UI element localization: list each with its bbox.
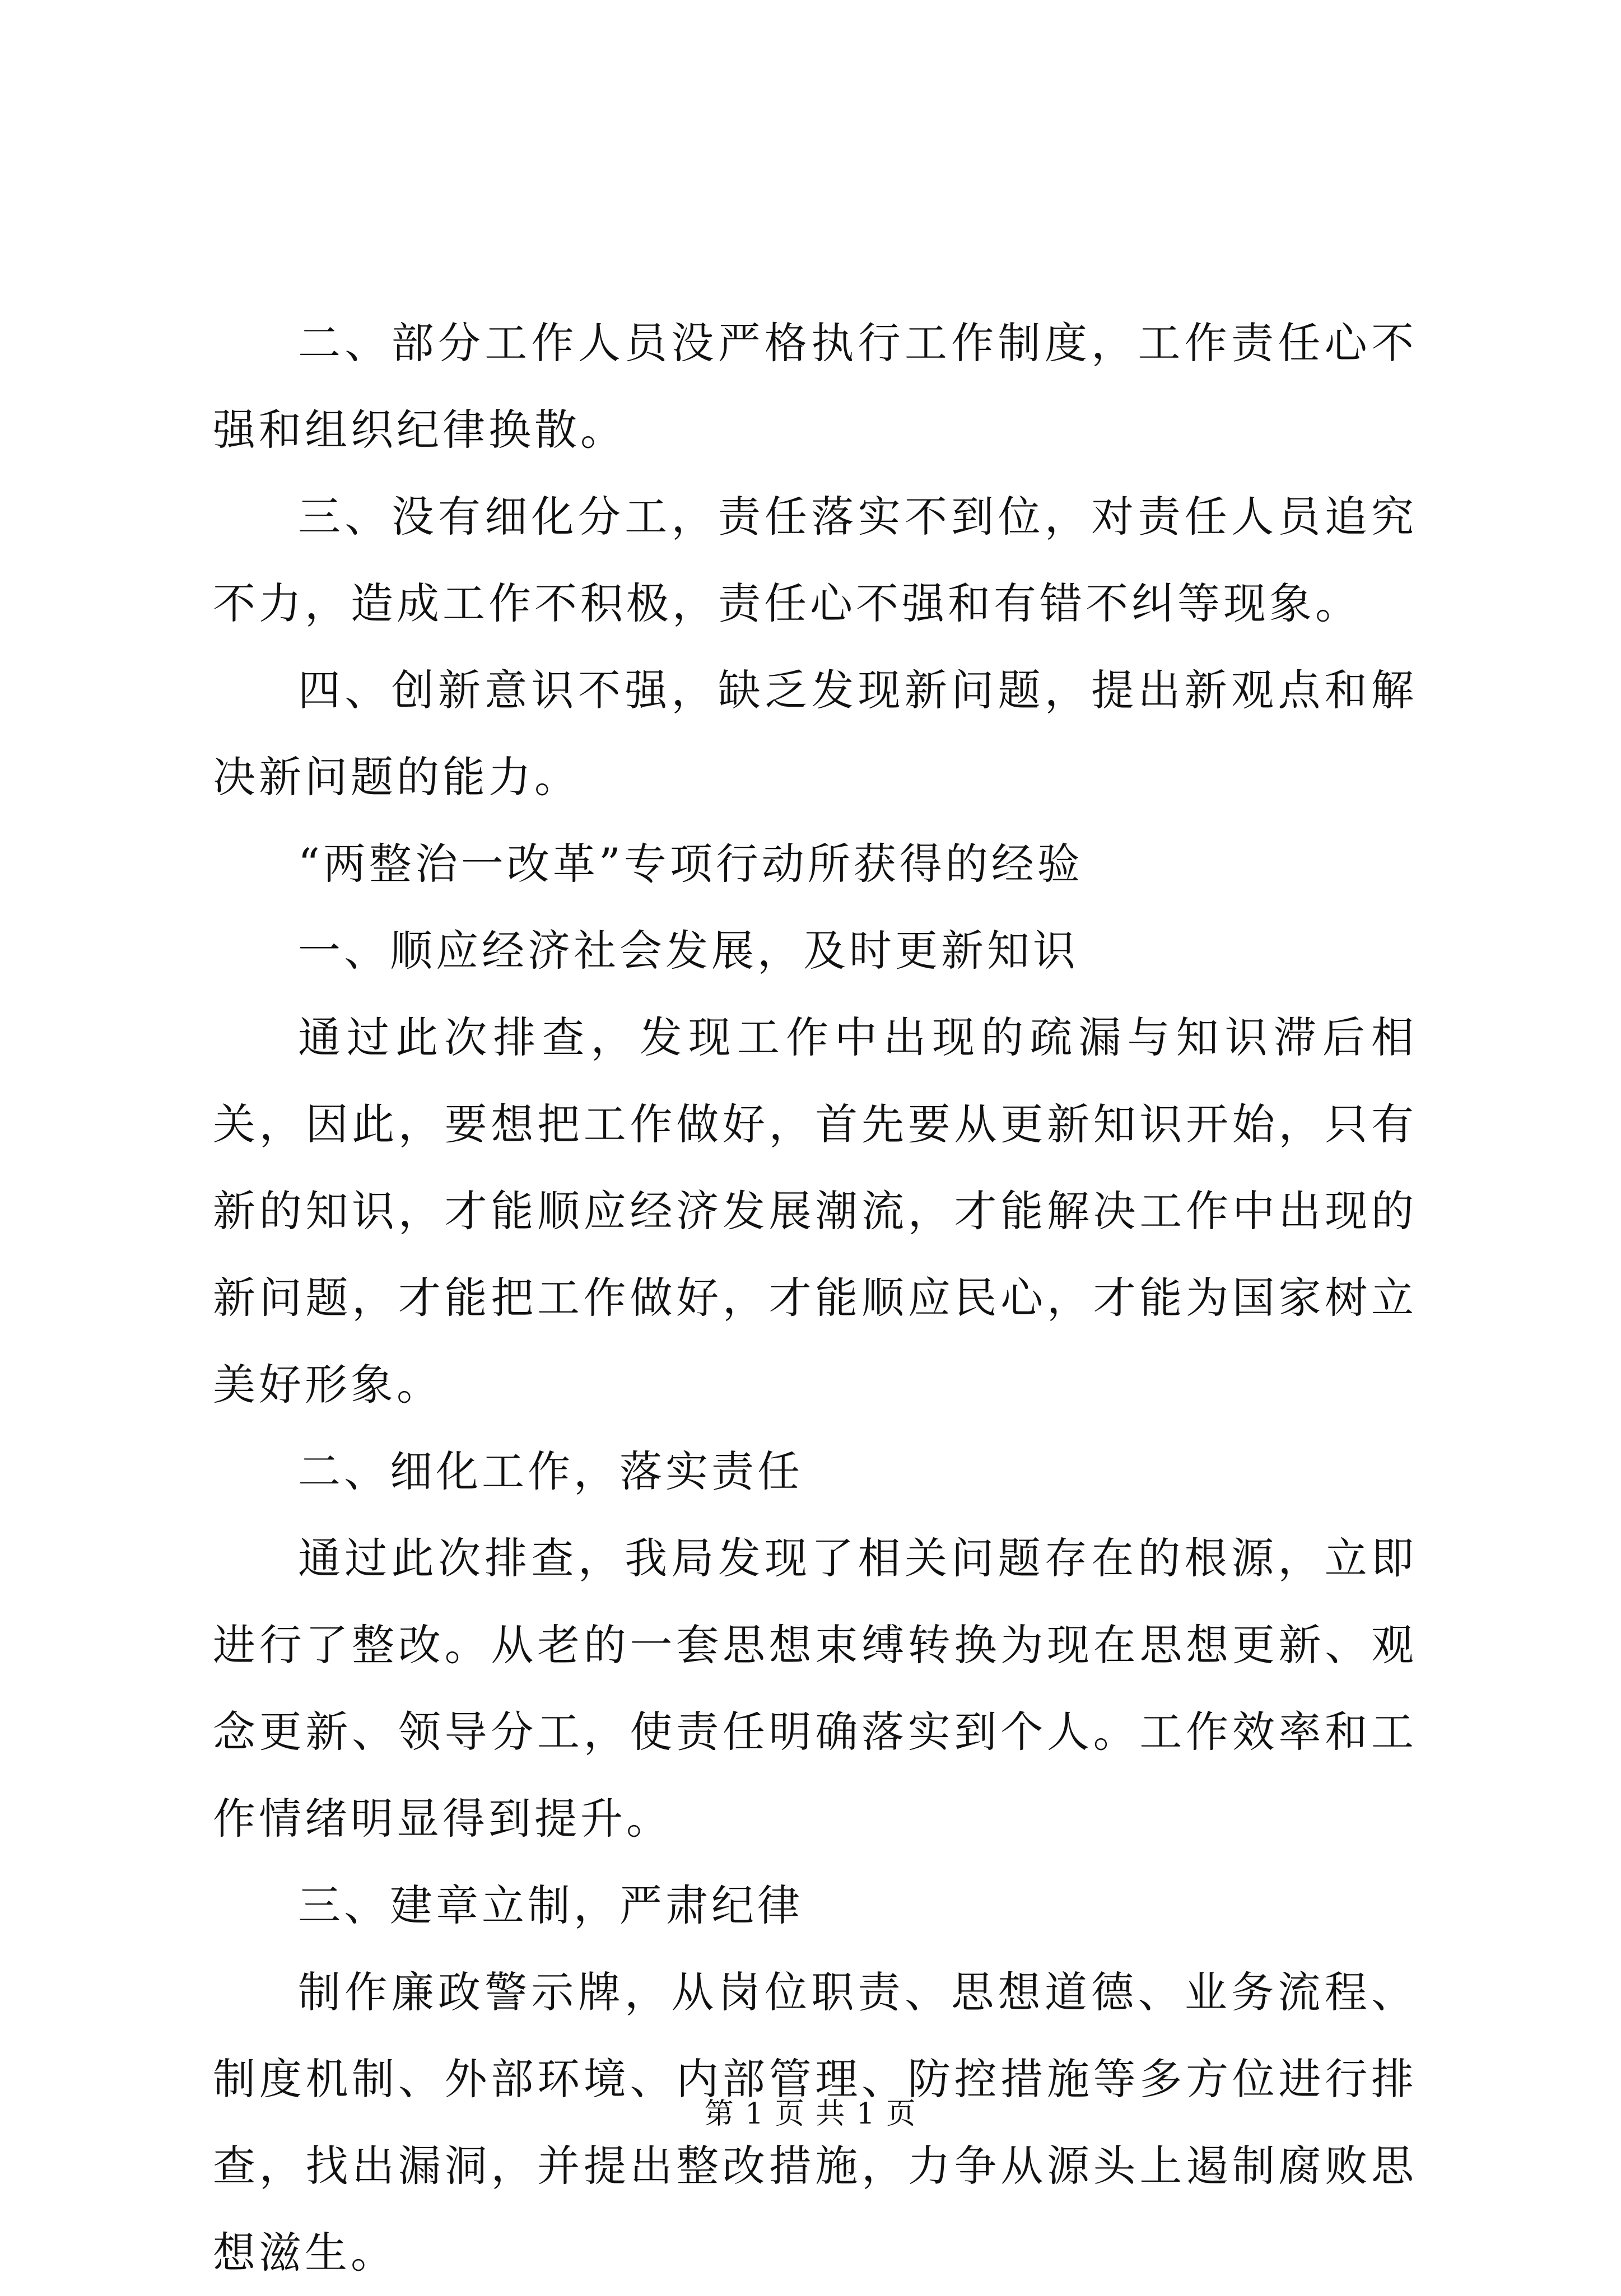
paragraph-5: 通过此次排查，我局发现了相关问题存在的根源，立即进行了整改。从老的一套思想束缚转换为现在思想更新、观念更新、领导分工，使责任明确落实到个人。工作效率和工作情绪明显得到提升。 [213,1533,1417,1844]
paragraph-6: 制作廉政警示牌，从岗位职责、思想道德、业务流程、制度机制、外部环境、内部管理、防控措施等多方位进行排查，找出漏洞，并提出整改措施，力争从源头上遏制腐败思想滋生。 [213,1967,1417,2278]
document-body [213,300,1417,2296]
section-heading-experience: “两整治一改革”专项行动所获得的经验 [298,839,1083,889]
subheading-3: 三、建章立制，严肃纪律 [298,1880,803,1930]
paragraph-3: 四、创新意识不强，缺乏发现新问题，提出新观点和解决新问题的能力。 [213,665,1417,802]
page-footer: 第 1 页 共 1 页 [704,2097,917,2131]
paragraph-2: 三、没有细化分工，责任落实不到位，对责任人员追究不力，造成工作不积极，责任心不强和有错不纠等现象。 [213,492,1417,628]
subheading-2: 二、细化工作，落实责任 [298,1446,803,1496]
paragraph-4: 通过此次排查，发现工作中出现的疏漏与知识滞后相关，因此，要想把工作做好，首先要从更新知识开始，只有新的知识，才能顺应经济发展潮流，才能解决工作中出现的新问题，才能把工作做好，才能顺应民心，才能为国家树立美好形象。 [213,1012,1417,1410]
paragraph-1: 二、部分工作人员没严格执行工作制度，工作责任心不强和组织纪律换散。 [213,318,1417,455]
subheading-1: 一、顺应经济社会发展，及时更新知识 [298,926,1079,976]
